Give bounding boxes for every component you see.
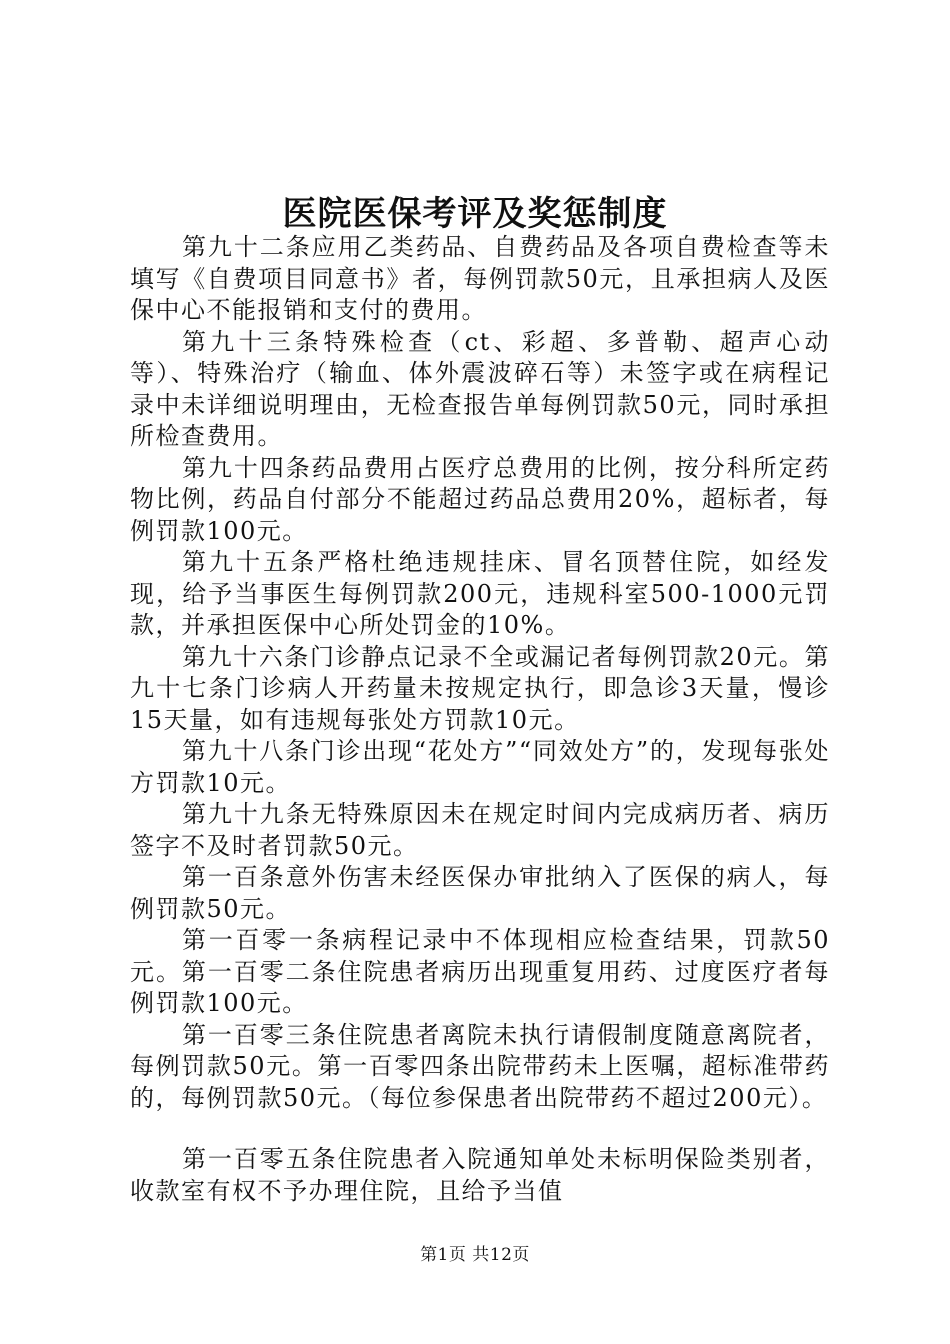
article-98: 第九十八条门诊出现“花处方”“同效处方”的，发现每张处方罚款10元。 (130, 737, 830, 797)
document-body (130, 232, 830, 1207)
article-92: 第九十二条应用乙类药品、自费药品及各项自费检查等未填写《自费项目同意书》者，每例罚款50元，且承担病人及医保中心不能报销和支付的费用。 (130, 233, 830, 324)
article-95: 第九十五条严格杜绝违规挂床、冒名顶替住院，如经发现，给予当事医生每例罚款200元，违规科室500-1000元罚款，并承担医保中心所处罚金的10%。 (130, 548, 830, 639)
article-96-97: 第九十六条门诊静点记录不全或漏记者每例罚款20元。第九十七条门诊病人开药量未按规定执行，即急诊3天量，慢诊15天量，如有违规每张处方罚款10元。 (130, 642, 830, 734)
article-93: 第九十三条特殊检查（ct、彩超、多普勒、超声心动等）、特殊治疗（输血、体外震波碎石等）未签字或在病程记录中未详细说明理由，无检查报告单每例罚款50元，同时承担所检查费用。 (130, 327, 830, 450)
article-105: 第一百零五条住院患者入院通知单处未标明保险类别者，收款室有权不予办理住院，且给予当值 (130, 1145, 830, 1205)
article-103-104: 第一百零三条住院患者离院未执行请假制度随意离院者，每例罚款50元。第一百零四条出院带药未上医嘱，超标准带药的，每例罚款50元。（每位参保患者出院带药不超过200元）。 (130, 1020, 830, 1112)
page-number: 第1页 共12页 (420, 1245, 530, 1265)
page-title: 医院医保考评及奖惩制度 (282, 194, 668, 234)
article-100: 第一百条意外伤害未经医保办审批纳入了医保的病人，每例罚款50元。 (130, 863, 830, 923)
article-94: 第九十四条药品费用占医疗总费用的比例，按分科所定药物比例，药品自付部分不能超过药品总费用20%，超标者，每例罚款100元。 (130, 453, 830, 545)
article-101-102: 第一百零一条病程记录中不体现相应检查结果，罚款50元。第一百零二条住院患者病历出现重复用药、过度医疗者每例罚款100元。 (130, 926, 830, 1017)
article-99: 第九十九条无特殊原因未在规定时间内完成病历者、病历签字不及时者罚款50元。 (130, 800, 830, 860)
